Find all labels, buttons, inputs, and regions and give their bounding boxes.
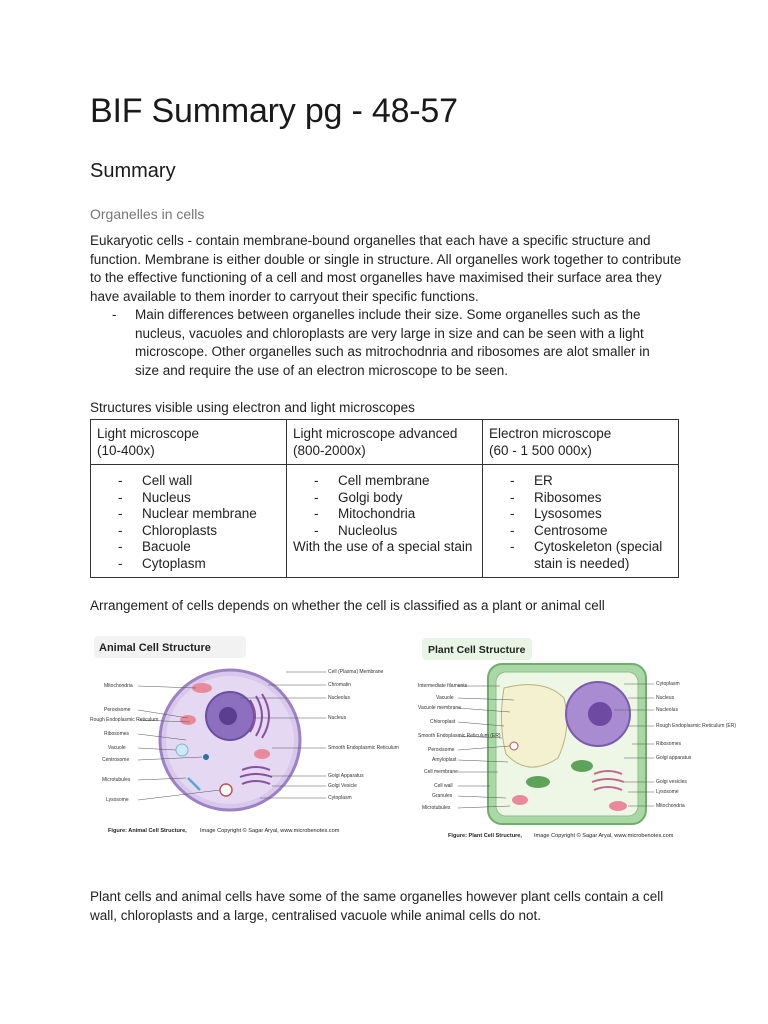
- nucleolus: [219, 707, 237, 725]
- list-item: - Lysosomes: [489, 506, 672, 523]
- mitochondrion: [254, 749, 270, 759]
- plant-cell-diagram: [418, 634, 737, 846]
- label-cytoplasm: Cytoplasm: [328, 795, 352, 801]
- mitochondrion: [512, 795, 528, 805]
- mitochondrion: [180, 715, 196, 725]
- list-item: - Cell membrane: [293, 473, 476, 490]
- plant-figure-title: Plant Cell Structure: [428, 644, 526, 656]
- list-item: - Chloroplasts: [97, 523, 280, 540]
- subsection-heading: Organelles in cells: [90, 206, 205, 222]
- label-vacuole: Vacuole: [436, 695, 454, 701]
- label-nucleus: Nucleus: [328, 715, 347, 721]
- vacuole: [176, 744, 188, 756]
- table-cell: [483, 465, 679, 578]
- label-microtubules: Microtubules: [422, 805, 451, 811]
- animal-figure-copyright: Image Copyright © Sagar Aryal, www.microbenotes.com: [200, 828, 340, 834]
- table-header-cell: [483, 420, 679, 465]
- intro-paragraph: Eukaryotic cells - contain membrane-bound organelles that each have a specific structure and function. Membrane is either double or single in structure. All organelles work together to contribute to the effective functioning of a cell and most organelles have maximised their surface area they have available to them inorder to carryout their specific functions.: [90, 233, 682, 304]
- label-rough-er: Rough Endoplasmic Reticulum: [90, 717, 159, 723]
- animal-cell-diagram: [90, 630, 400, 840]
- list-item: - Cytoskeleton (special stain is needed): [489, 539, 672, 572]
- bullet-dash: -: [112, 307, 117, 322]
- label-cytoplasm: Cytoplasm: [656, 681, 680, 687]
- label-ribosomes: Ribosomes: [656, 741, 682, 747]
- list-item: - Nucleolus: [293, 523, 476, 540]
- mitochondrion: [609, 801, 627, 811]
- list-item: - Golgi body: [293, 490, 476, 507]
- label-peroxisome: Peroxisome: [104, 707, 131, 713]
- list-item: - Cytoplasm: [97, 556, 280, 573]
- label-microtubules: Microtubules: [102, 777, 131, 783]
- label-smooth-er: Smooth Endoplasmic Reticulum (ER): [418, 733, 501, 739]
- list-item: - Mitochondria: [293, 506, 476, 523]
- label-smooth-er: Smooth Endoplasmic Reticulum: [328, 745, 399, 751]
- label-nucleus: Nucleus: [656, 695, 675, 701]
- list-item: - ER: [489, 473, 672, 490]
- label-lysosome: Lysosome: [106, 797, 129, 803]
- microscope-table: [90, 419, 679, 578]
- plant-figure-copyright: Image Copyright © Sagar Aryal, www.microbenotes.com: [534, 833, 674, 839]
- label-golgi-apparatus: Golgi Apparatus: [328, 773, 364, 779]
- list-item: - Nuclear membrane: [97, 506, 280, 523]
- label-cell-membrane: Cell (Plasma) Membrane: [328, 669, 384, 675]
- conclusion-paragraph: Plant cells and animal cells have some of the same organelles however plant cells contain a cell wall, chloroplasts and a large, centralised vacuole while animal cells do not.: [90, 889, 664, 923]
- label-rough-er: Rough Endoplasmic Reticulum (ER): [656, 723, 737, 729]
- bullet-text: Main differences between organelles include their size. Some organelles such as the nucleus, vacuoles and chloroplasts are very large in size and can be seen with a light microscope. Other organelles such as mitrochodnria and ribosomes are alot smaller in size and require the use of an electron microscope to be seen.: [135, 307, 650, 378]
- label-nucleolus: Nucleolus: [656, 707, 678, 713]
- label-granules: Granules: [432, 793, 453, 799]
- label-mitochondria: Mitochondria: [104, 683, 133, 689]
- table-cell: [91, 465, 287, 578]
- column-magnification: (60 - 1 500 000x): [489, 442, 592, 458]
- table-caption: Structures visible using electron and light microscopes: [90, 400, 415, 415]
- nucleolus: [588, 702, 612, 726]
- plant-cell-figure: [418, 634, 737, 846]
- label-vacuole: Vacuole: [108, 745, 126, 751]
- label-intermediate-filaments: Intermediate filaments: [418, 683, 468, 689]
- label-mitochondria: Mitochondria: [656, 803, 685, 809]
- peroxisome: [510, 742, 518, 750]
- animal-figure-caption: Figure: Animal Cell Structure,: [108, 828, 187, 834]
- label-peroxisome: Peroxisome: [428, 747, 455, 753]
- stain-note: With the use of a special stain: [293, 539, 473, 554]
- label-cell-wall: Cell wall: [434, 783, 453, 789]
- bullet-item: [90, 306, 690, 380]
- list-item: - Cell wall: [97, 473, 280, 490]
- label-chromatin: Chromatin: [328, 682, 352, 688]
- document-title: BIF Summary pg - 48-57: [90, 92, 458, 130]
- column-magnification: (800-2000x): [293, 442, 366, 458]
- structure-list: [293, 473, 476, 539]
- label-centrosome: Centrosome: [102, 757, 130, 763]
- animal-figure-title: Animal Cell Structure: [99, 642, 211, 654]
- column-header: Light microscope: [97, 426, 200, 441]
- list-item: - Ribosomes: [489, 490, 672, 507]
- label-amyloplast: Amyloplast: [432, 757, 457, 763]
- chloroplast: [571, 760, 593, 772]
- section-heading: Summary: [90, 160, 176, 182]
- label-lysosome: Lysosome: [656, 789, 679, 795]
- list-item: - Centrosome: [489, 523, 672, 540]
- arrangement-text: Arrangement of cells depends on whether the cell is classified as a plant or animal cell: [90, 598, 605, 613]
- table-header-cell: [91, 420, 287, 465]
- lysosome: [220, 784, 232, 796]
- table-header-cell: [287, 420, 483, 465]
- label-ribosomes: Ribosomes: [104, 731, 130, 737]
- animal-cell-figure: [90, 630, 400, 840]
- label-golgi-vesicle: Golgi Vesicle: [328, 783, 357, 789]
- central-vacuole: [501, 685, 566, 767]
- chloroplast: [526, 776, 550, 788]
- centrosome: [203, 754, 209, 760]
- column-header: Light microscope advanced: [293, 426, 458, 441]
- list-item: - Nucleus: [97, 490, 280, 507]
- list-item: - Bacuole: [97, 539, 280, 556]
- structure-list: [97, 473, 280, 572]
- label-chloroplast: Chloroplast: [430, 719, 456, 725]
- label-cell-membrane: Cell membrane: [424, 769, 458, 775]
- structure-list: [489, 473, 672, 572]
- label-golgi-apparatus: Golgi apparatus: [656, 755, 692, 761]
- column-magnification: (10-400x): [97, 442, 155, 458]
- table-body-row: [91, 465, 679, 578]
- plant-figure-caption: Figure: Plant Cell Structure,: [448, 833, 522, 839]
- table-header-row: [91, 420, 679, 465]
- label-vacuole-membrane: Vacuole membrane: [418, 705, 461, 711]
- table-cell: [287, 465, 483, 578]
- label-nucleolus: Nucleolus: [328, 695, 350, 701]
- label-golgi-vesicles: Golgi vesicles: [656, 779, 687, 785]
- column-header: Electron microscope: [489, 426, 612, 441]
